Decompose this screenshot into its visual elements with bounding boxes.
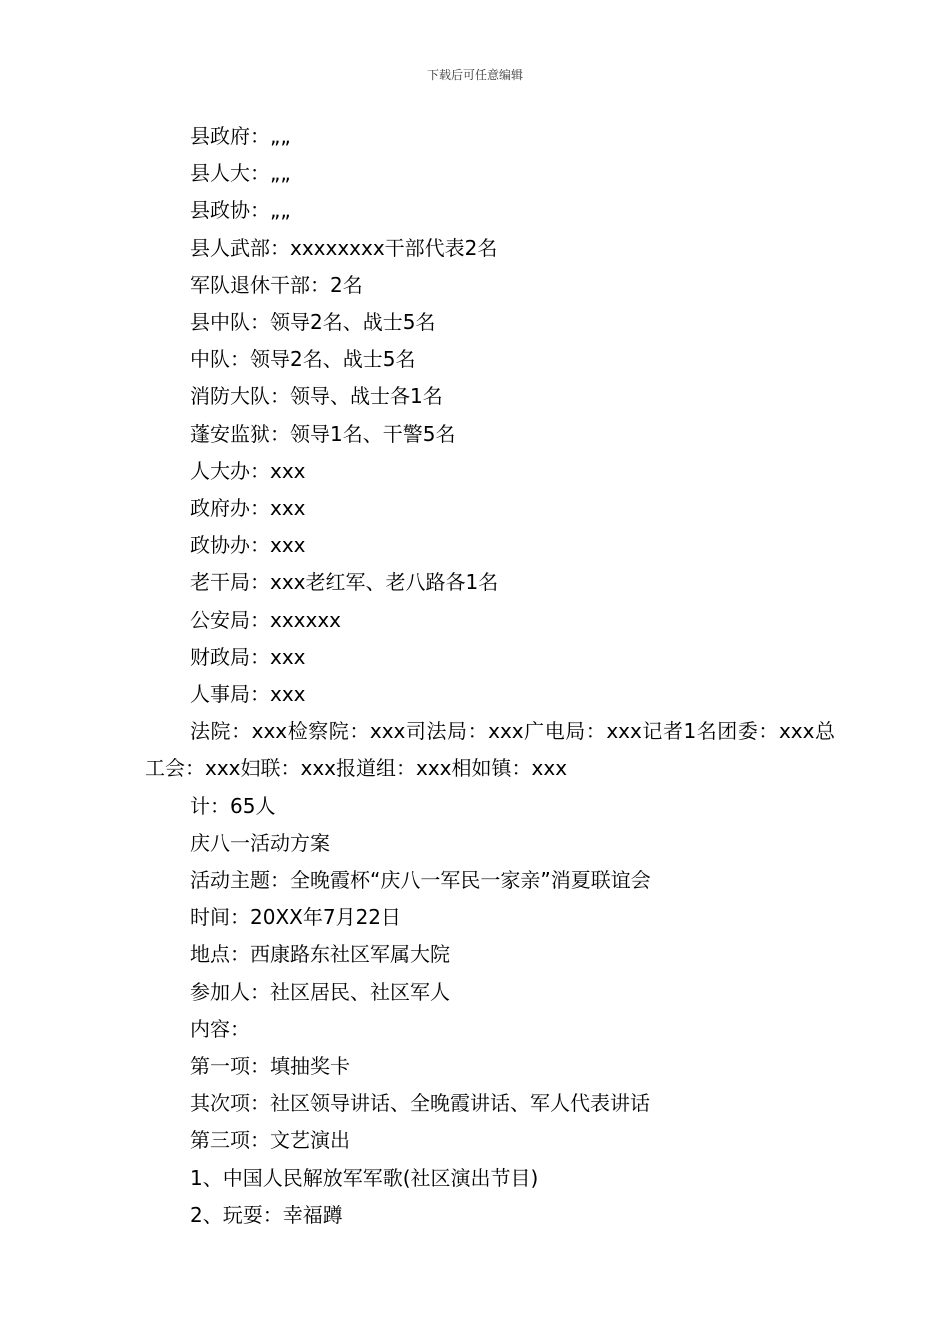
text-line: 县人大：„„ [190, 161, 291, 186]
text-line: 2、玩耍：幸福蹲 [190, 1202, 343, 1227]
text-line: 财政局：xxx [190, 644, 306, 669]
wrapped-paragraph: 法院：xxx检察院：xxx司法局：xxx广电局：xxx记者1名团委：xxx总工会：xxx妇联：xxx报道组：xxx相如镇：xxx [145, 719, 835, 781]
text-line: 中队：领导2名、战士5名 [190, 347, 416, 372]
document-body [145, 118, 835, 1234]
text-line: 内容： [190, 1016, 250, 1041]
text-line: 参加人：社区居民、社区军人 [190, 979, 450, 1004]
text-line: 第一项：填抽奖卡 [190, 1054, 350, 1079]
text-line: 县政协：„„ [190, 198, 291, 223]
text-line: 县政府：„„ [190, 124, 291, 148]
text-line: 活动主题：全晚霞杯“庆八一军民一家亲”消夏联谊会 [190, 868, 651, 893]
text-line: 政府办：xxx [190, 496, 306, 521]
text-line: 县中队：领导2名、战士5名 [190, 310, 436, 335]
text-line: 时间：20XX年7月22日 [190, 905, 402, 930]
text-line: 计：65人 [190, 793, 276, 818]
text-line: 消防大队：领导、战士各1名 [190, 384, 443, 409]
section-title: 庆八一活动方案 [190, 830, 330, 855]
text-line: 人事局：xxx [190, 682, 306, 707]
text-line: 1、中国人民解放军军歌(社区演出节目) [190, 1165, 539, 1190]
page-header-note: 下载后可任意编辑 [426, 68, 523, 82]
text-line: 老干局：xxx老红军、老八路各1名 [190, 570, 499, 595]
text-line: 其次项：社区领导讲话、全晚霞讲话、军人代表讲话 [190, 1091, 650, 1116]
text-line: 第三项：文艺演出 [190, 1128, 350, 1153]
text-line: 人大办：xxx [190, 458, 306, 483]
text-line: 公安局：xxxxxx [190, 607, 342, 632]
text-line: 政协办：xxx [190, 533, 306, 558]
text-line: 地点：西康路东社区军属大院 [190, 942, 450, 967]
text-line: 县人武部：xxxxxxxx干部代表2名 [190, 235, 498, 260]
text-line: 蓬安监狱：领导1名、干警5名 [190, 421, 456, 446]
text-line: 军队退休干部：2名 [190, 272, 363, 297]
